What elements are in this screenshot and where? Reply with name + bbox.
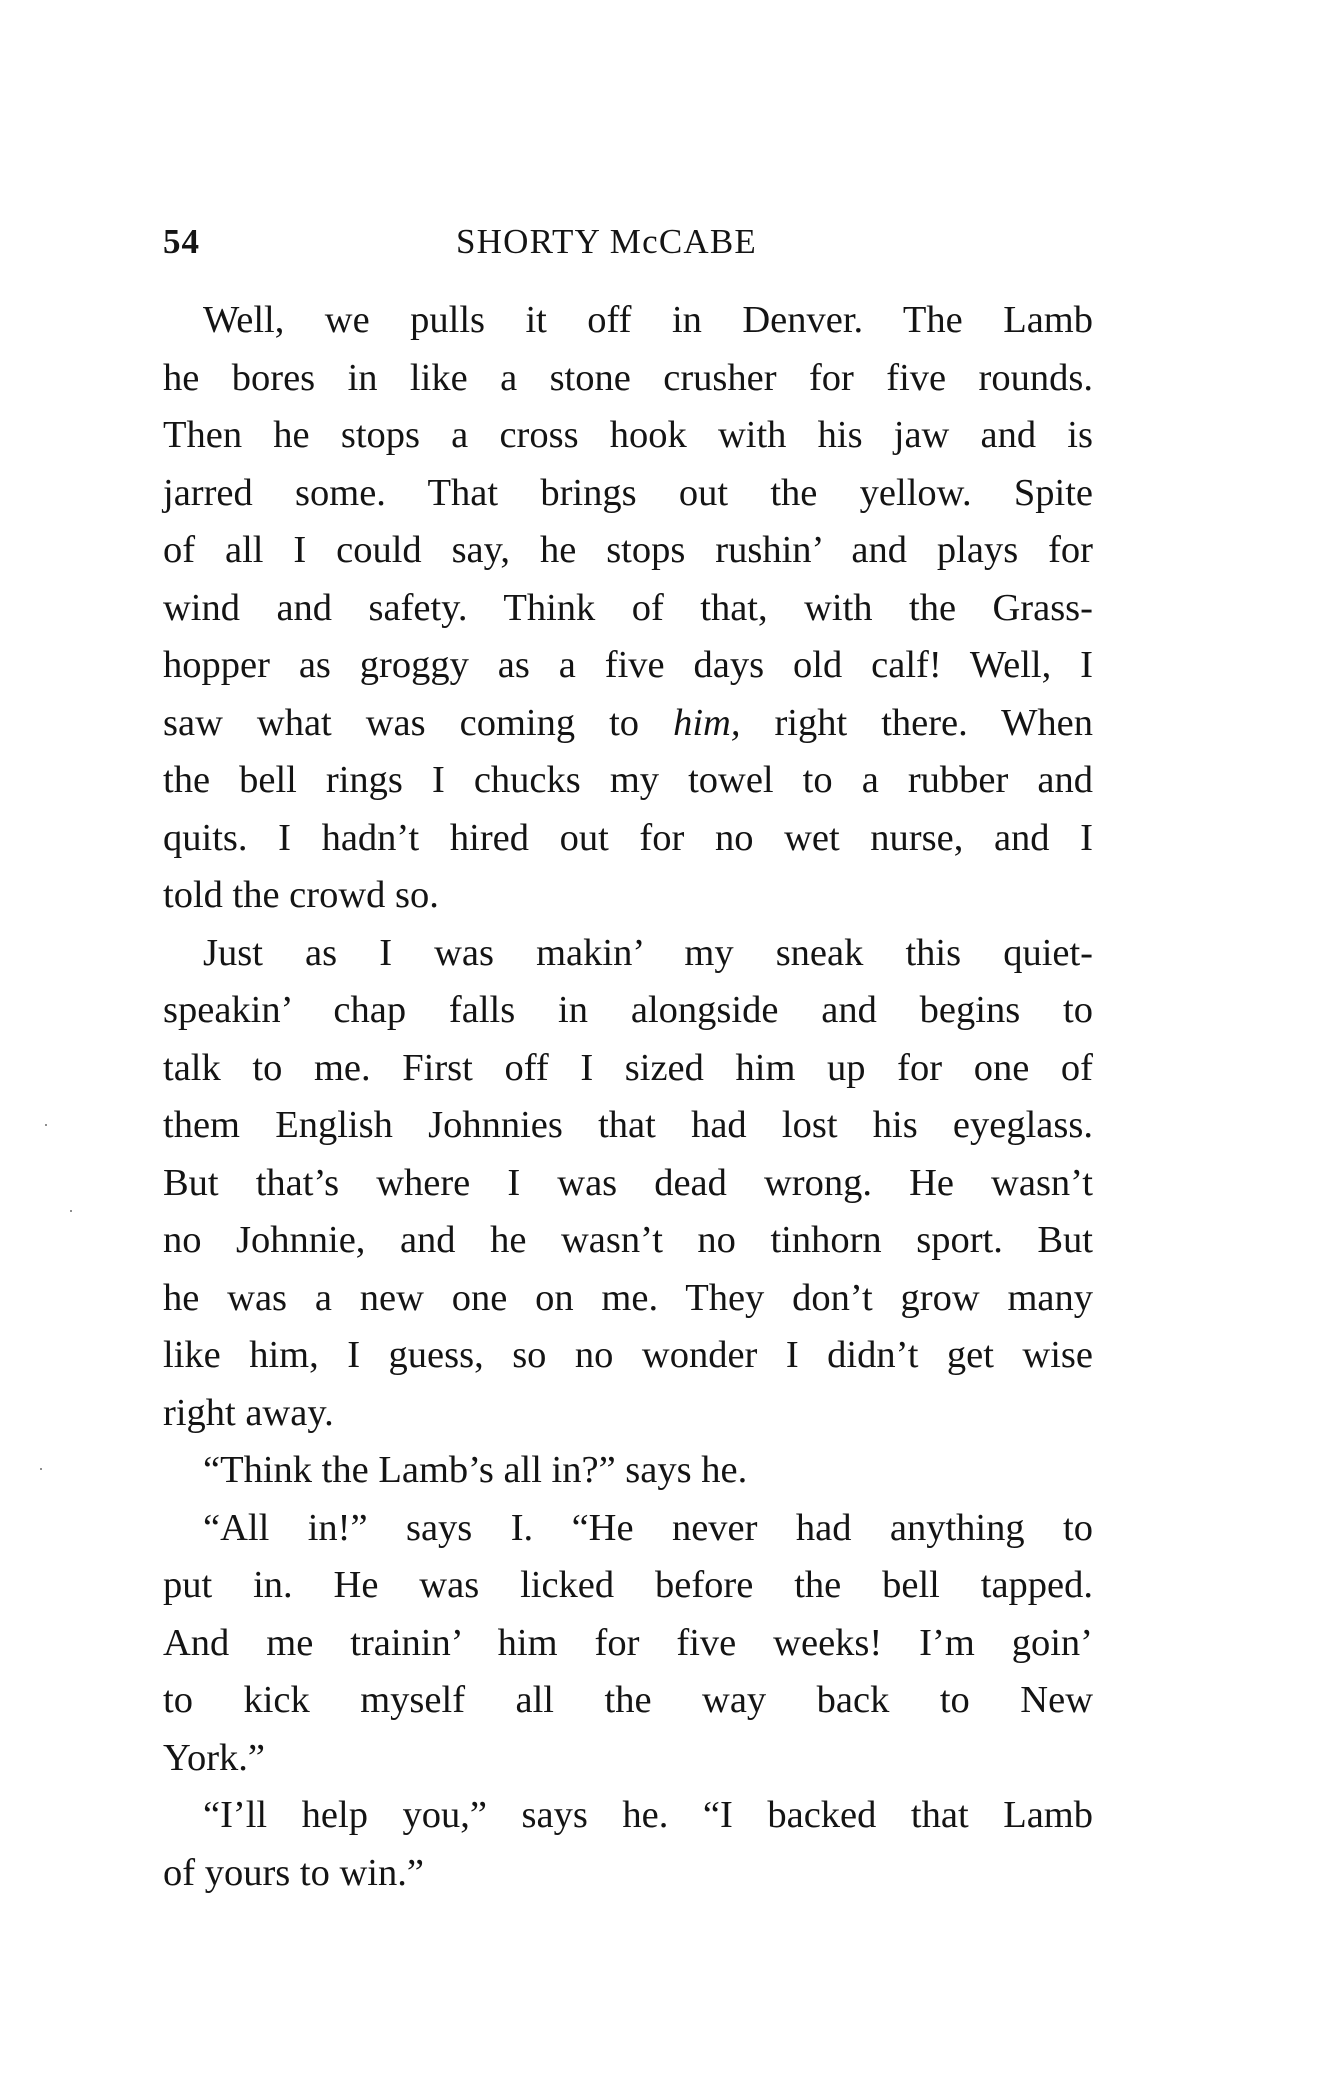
- text-line: But that’s where I was dead wrong. He wasn’t: [163, 1161, 1093, 1204]
- running-head: [163, 222, 1093, 272]
- text-line: speakin’ chap falls in alongside and begins to: [163, 989, 1093, 1031]
- text-line: of yours to win.”: [163, 1851, 424, 1894]
- text-line: “I’ll help you,” says he. “I backed that Lamb: [203, 1794, 1093, 1836]
- text-line: “All in!” says I. “He never had anything to: [203, 1506, 1093, 1549]
- text-line: [163, 695, 1093, 753]
- paragraph: [163, 292, 1093, 925]
- text-line: right away.: [163, 1391, 334, 1434]
- text-line: jarred some. That brings out the yellow. Spite: [163, 471, 1093, 514]
- text-line: quits. I hadn’t hired out for no wet nurse, and I: [163, 816, 1093, 859]
- text-line: hopper as groggy as a five days old calf! Well, I: [163, 644, 1093, 686]
- scan-speck: [45, 1124, 47, 1126]
- text-line: like him, I guess, so no wonder I didn’t get wise: [163, 1334, 1093, 1376]
- text-line: told the crowd so.: [163, 874, 439, 916]
- text-span: saw what was coming to: [163, 701, 674, 744]
- text-line: put in. He was licked before the bell tapped.: [163, 1564, 1093, 1606]
- text-line: York.”: [163, 1736, 265, 1779]
- text-line: to kick myself all the way back to New: [163, 1679, 1093, 1721]
- text-line: wind and safety. Think of that, with the Grass-: [163, 586, 1093, 629]
- text-line: talk to me. First off I sized him up for one of: [163, 1046, 1093, 1089]
- paragraph: [163, 1500, 1093, 1788]
- text-line: Then he stops a cross hook with his jaw and is: [163, 414, 1093, 456]
- text-line: them English Johnnies that had lost his eyeglass.: [163, 1104, 1093, 1146]
- text-line: of all I could say, he stops rushin’ and plays for: [163, 529, 1093, 571]
- paragraph: [163, 925, 1093, 1443]
- text-line: Just as I was makin’ my sneak this quiet-: [203, 931, 1093, 974]
- text-span: right there. When: [740, 701, 1094, 744]
- body-text: [163, 292, 1093, 1902]
- running-title: SHORTY McCABE: [456, 222, 757, 261]
- page-number: 54: [163, 222, 200, 261]
- text-line: he bores in like a stone crusher for five rounds.: [163, 356, 1093, 399]
- scan-speck: [70, 1210, 72, 1212]
- text-line: no Johnnie, and he wasn’t no tinhorn sport. But: [163, 1219, 1093, 1261]
- text-line: he was a new one on me. They don’t grow many: [163, 1276, 1093, 1319]
- text-line: And me trainin’ him for five weeks! I’m goin’: [163, 1621, 1093, 1664]
- text-line: Well, we pulls it off in Denver. The Lamb: [203, 299, 1093, 341]
- scan-speck: [40, 1468, 42, 1470]
- text-line: the bell rings I chucks my towel to a rubber and: [163, 759, 1093, 801]
- paragraph: [163, 1442, 1093, 1500]
- paragraph: [163, 1787, 1093, 1902]
- text-line: “Think the Lamb’s all in?” says he.: [203, 1449, 748, 1491]
- italic-text: him,: [673, 701, 741, 744]
